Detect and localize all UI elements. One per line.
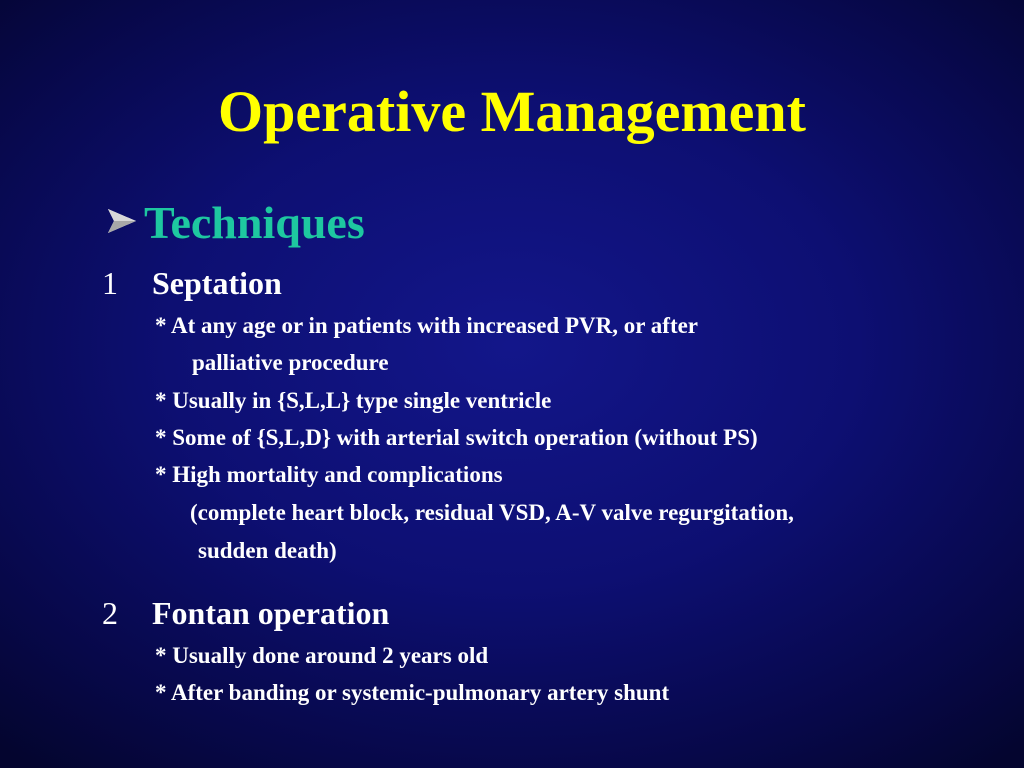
item-number: 1	[102, 265, 118, 301]
section-heading: Techniques	[144, 197, 365, 248]
slide-title: Operative Management	[218, 79, 806, 144]
bullet-line: (complete heart block, residual VSD, A-V valve regurgitation,	[190, 500, 794, 525]
item-heading: Septation	[152, 265, 282, 301]
bullet-line: * At any age or in patients with increased PVR, or after	[155, 313, 699, 338]
bullet-line: * Some of {S,L,D} with arterial switch operation (without PS)	[155, 425, 758, 450]
bullet-line: * After banding or systemic-pulmonary artery shunt	[155, 680, 670, 705]
bullet-line: sudden death)	[198, 538, 337, 563]
arrow-bullet-icon	[106, 205, 138, 237]
bullet-line: * Usually in {S,L,L} type single ventricle	[155, 388, 552, 413]
bullet-line: palliative procedure	[192, 350, 389, 375]
bullet-line: * High mortality and complications	[155, 462, 503, 487]
item-heading: Fontan operation	[152, 595, 390, 631]
bullet-line: * Usually done around 2 years old	[155, 643, 489, 668]
item-number: 2	[102, 595, 118, 631]
